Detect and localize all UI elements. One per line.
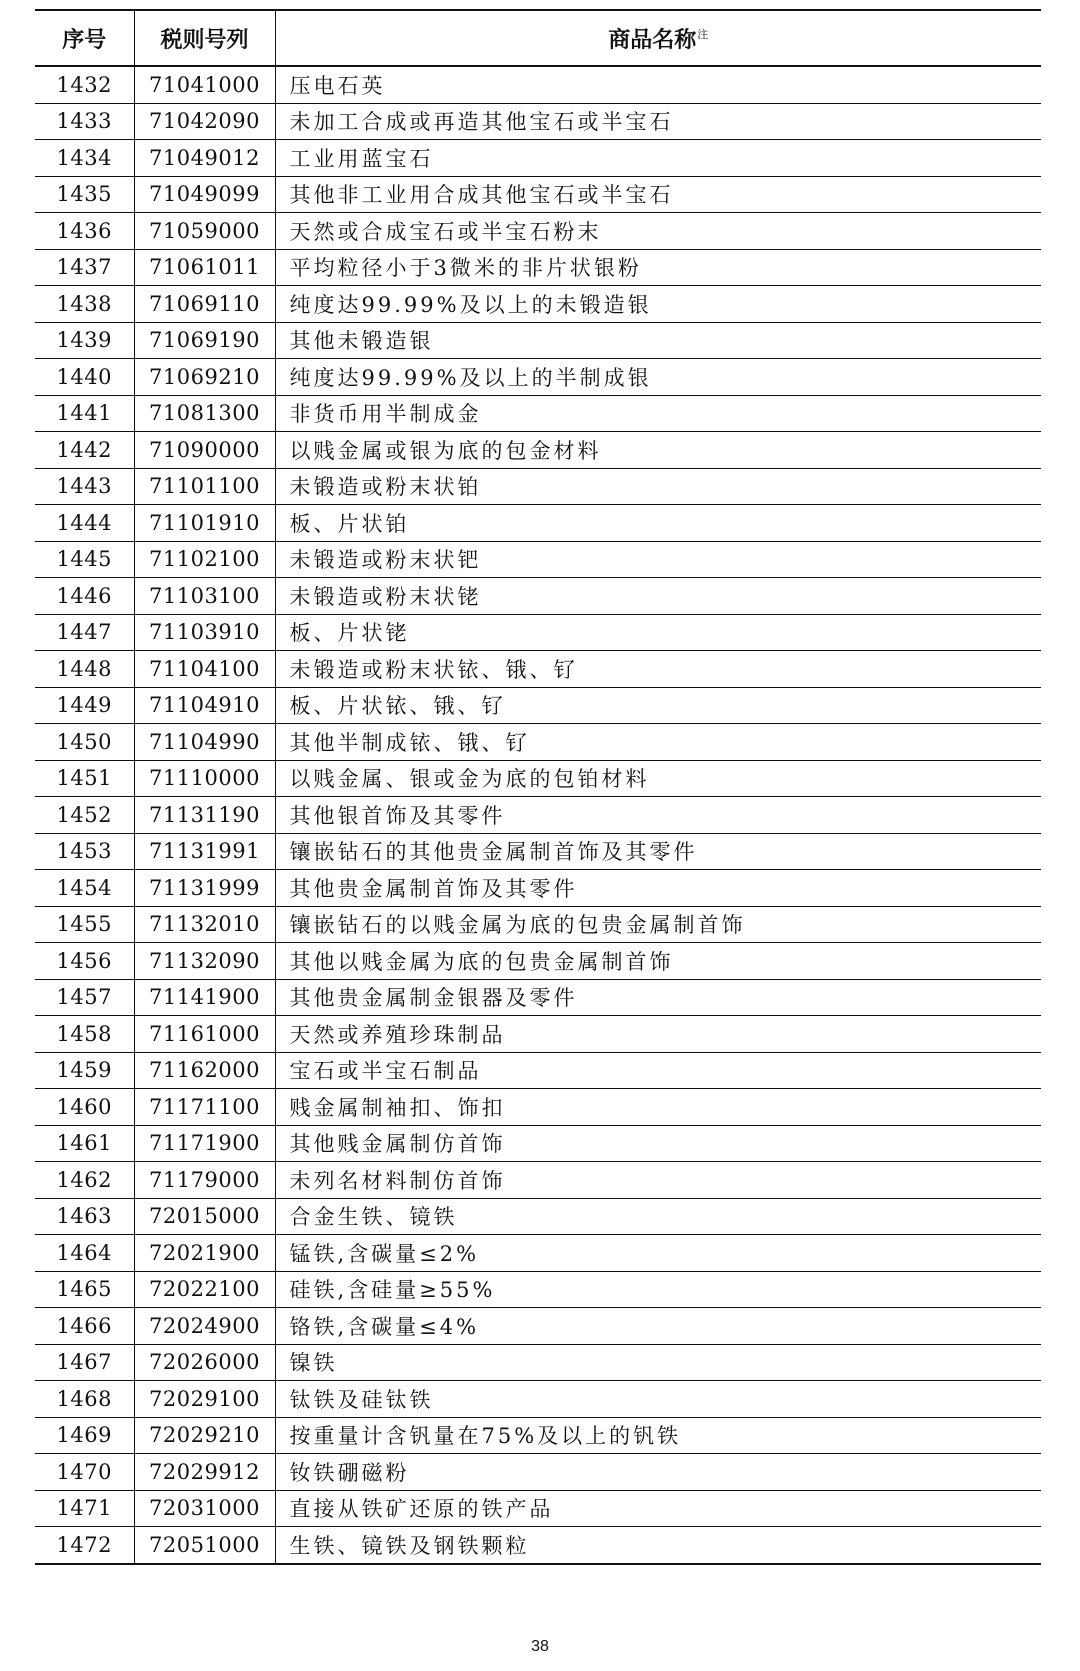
row-name-cell: 锰铁,含碳量≤2% — [275, 1235, 1041, 1272]
table-row — [35, 724, 1041, 761]
row-seq-cell: 1459 — [35, 1052, 134, 1089]
row-code-cell: 71049099 — [134, 176, 275, 213]
row-code-cell: 71131999 — [134, 870, 275, 907]
row-name-cell: 天然或合成宝石或半宝石粉末 — [275, 213, 1041, 250]
row-code-cell: 72024900 — [134, 1308, 275, 1345]
row-code-cell: 71102100 — [134, 541, 275, 578]
row-seq-cell: 1463 — [35, 1198, 134, 1235]
row-code-cell: 72031000 — [134, 1490, 275, 1527]
table-row — [35, 1271, 1041, 1308]
row-seq-cell: 1446 — [35, 578, 134, 615]
row-code-cell: 71141900 — [134, 979, 275, 1016]
row-name-cell: 未锻造或粉末状铱、锇、钌 — [275, 651, 1041, 688]
row-code-cell: 71069110 — [134, 286, 275, 323]
row-name-cell: 纯度达99.99%及以上的半制成银 — [275, 359, 1041, 396]
row-name-cell: 板、片状铱、锇、钌 — [275, 687, 1041, 724]
row-name-cell: 板、片状铑 — [275, 614, 1041, 651]
row-seq-cell: 1472 — [35, 1527, 134, 1564]
row-seq-cell: 1468 — [35, 1381, 134, 1418]
table-row — [35, 213, 1041, 250]
row-name-cell: 镍铁 — [275, 1344, 1041, 1381]
table-row — [35, 797, 1041, 834]
row-code-cell: 71042090 — [134, 103, 275, 140]
row-name-cell: 其他未锻造银 — [275, 322, 1041, 359]
table-row — [35, 651, 1041, 688]
row-code-cell: 71132010 — [134, 906, 275, 943]
row-seq-cell: 1442 — [35, 432, 134, 469]
row-name-cell: 其他贱金属制仿首饰 — [275, 1125, 1041, 1162]
row-code-cell: 71131190 — [134, 797, 275, 834]
row-code-cell: 71110000 — [134, 760, 275, 797]
row-code-cell: 71179000 — [134, 1162, 275, 1199]
row-seq-cell: 1470 — [35, 1454, 134, 1491]
table-row — [35, 1344, 1041, 1381]
row-seq-cell: 1451 — [35, 760, 134, 797]
row-seq-cell: 1466 — [35, 1308, 134, 1345]
row-seq-cell: 1447 — [35, 614, 134, 651]
row-seq-cell: 1454 — [35, 870, 134, 907]
row-name-cell: 以贱金属或银为底的包金材料 — [275, 432, 1041, 469]
header-seq: 序号 — [35, 10, 134, 66]
table-row — [35, 66, 1041, 103]
row-code-cell: 71049012 — [134, 140, 275, 177]
row-code-cell: 71131991 — [134, 833, 275, 870]
row-name-cell: 其他非工业用合成其他宝石或半宝石 — [275, 176, 1041, 213]
row-seq-cell: 1455 — [35, 906, 134, 943]
row-name-cell: 未锻造或粉末状铂 — [275, 468, 1041, 505]
row-seq-cell: 1449 — [35, 687, 134, 724]
header-name-note: 注 — [697, 28, 709, 42]
row-seq-cell: 1448 — [35, 651, 134, 688]
row-name-cell: 未锻造或粉末状铑 — [275, 578, 1041, 615]
row-seq-cell: 1467 — [35, 1344, 134, 1381]
row-seq-cell: 1444 — [35, 505, 134, 542]
row-code-cell: 71171100 — [134, 1089, 275, 1126]
table-row — [35, 505, 1041, 542]
row-code-cell: 71132090 — [134, 943, 275, 980]
table-row — [35, 322, 1041, 359]
row-code-cell: 71101100 — [134, 468, 275, 505]
row-name-cell: 生铁、镜铁及钢铁颗粒 — [275, 1527, 1041, 1564]
table-header-row — [35, 10, 1041, 66]
row-seq-cell: 1445 — [35, 541, 134, 578]
row-code-cell: 72026000 — [134, 1344, 275, 1381]
row-code-cell: 71104910 — [134, 687, 275, 724]
table-row — [35, 1381, 1041, 1418]
table-row — [35, 614, 1041, 651]
row-seq-cell: 1441 — [35, 395, 134, 432]
table-row — [35, 943, 1041, 980]
row-seq-cell: 1434 — [35, 140, 134, 177]
row-name-cell: 压电石英 — [275, 66, 1041, 103]
row-code-cell: 71161000 — [134, 1016, 275, 1053]
row-seq-cell: 1469 — [35, 1417, 134, 1454]
row-seq-cell: 1440 — [35, 359, 134, 396]
row-code-cell: 71103100 — [134, 578, 275, 615]
row-code-cell: 71059000 — [134, 213, 275, 250]
table-row — [35, 1308, 1041, 1345]
row-name-cell: 其他贵金属制金银器及零件 — [275, 979, 1041, 1016]
row-code-cell: 71101910 — [134, 505, 275, 542]
row-name-cell: 未锻造或粉末状钯 — [275, 541, 1041, 578]
table-row — [35, 249, 1041, 286]
row-seq-cell: 1433 — [35, 103, 134, 140]
table-row — [35, 760, 1041, 797]
table-row — [35, 1162, 1041, 1199]
page-number: 38 — [531, 1638, 549, 1655]
row-code-cell: 71061011 — [134, 249, 275, 286]
table-row — [35, 906, 1041, 943]
table-row — [35, 870, 1041, 907]
table-row — [35, 1490, 1041, 1527]
row-name-cell: 其他贵金属制首饰及其零件 — [275, 870, 1041, 907]
row-code-cell: 72022100 — [134, 1271, 275, 1308]
row-code-cell: 71090000 — [134, 432, 275, 469]
row-seq-cell: 1461 — [35, 1125, 134, 1162]
table-row — [35, 432, 1041, 469]
table-row — [35, 103, 1041, 140]
header-code: 税则号列 — [134, 10, 275, 66]
row-seq-cell: 1436 — [35, 213, 134, 250]
row-name-cell: 纯度达99.99%及以上的未锻造银 — [275, 286, 1041, 323]
table-row — [35, 1454, 1041, 1491]
table-row — [35, 1527, 1041, 1564]
row-seq-cell: 1471 — [35, 1490, 134, 1527]
table-row — [35, 1052, 1041, 1089]
row-code-cell: 72021900 — [134, 1235, 275, 1272]
row-code-cell: 71069190 — [134, 322, 275, 359]
row-code-cell: 71041000 — [134, 66, 275, 103]
row-code-cell: 72029210 — [134, 1417, 275, 1454]
row-name-cell: 其他半制成铱、锇、钌 — [275, 724, 1041, 761]
row-code-cell: 71081300 — [134, 395, 275, 432]
row-name-cell: 板、片状铂 — [275, 505, 1041, 542]
row-name-cell: 宝石或半宝石制品 — [275, 1052, 1041, 1089]
row-seq-cell: 1457 — [35, 979, 134, 1016]
row-name-cell: 镶嵌钻石的以贱金属为底的包贵金属制首饰 — [275, 906, 1041, 943]
row-name-cell: 其他以贱金属为底的包贵金属制首饰 — [275, 943, 1041, 980]
row-code-cell: 71103910 — [134, 614, 275, 651]
row-name-cell: 未加工合成或再造其他宝石或半宝石 — [275, 103, 1041, 140]
row-name-cell: 钛铁及硅钛铁 — [275, 1381, 1041, 1418]
row-seq-cell: 1432 — [35, 66, 134, 103]
row-code-cell: 71104990 — [134, 724, 275, 761]
table-row — [35, 468, 1041, 505]
row-seq-cell: 1458 — [35, 1016, 134, 1053]
row-name-cell: 非货币用半制成金 — [275, 395, 1041, 432]
table-row — [35, 833, 1041, 870]
table-row — [35, 1417, 1041, 1454]
table-row — [35, 1235, 1041, 1272]
row-seq-cell: 1456 — [35, 943, 134, 980]
row-code-cell: 71104100 — [134, 651, 275, 688]
row-seq-cell: 1435 — [35, 176, 134, 213]
table-row — [35, 1016, 1041, 1053]
table-row — [35, 979, 1041, 1016]
table-row — [35, 395, 1041, 432]
row-name-cell: 直接从铁矿还原的铁产品 — [275, 1490, 1041, 1527]
row-name-cell: 工业用蓝宝石 — [275, 140, 1041, 177]
row-name-cell: 合金生铁、镜铁 — [275, 1198, 1041, 1235]
row-seq-cell: 1460 — [35, 1089, 134, 1126]
table-row — [35, 176, 1041, 213]
row-seq-cell: 1464 — [35, 1235, 134, 1272]
row-seq-cell: 1439 — [35, 322, 134, 359]
row-seq-cell: 1465 — [35, 1271, 134, 1308]
row-seq-cell: 1438 — [35, 286, 134, 323]
row-code-cell: 71069210 — [134, 359, 275, 396]
row-name-cell: 按重量计含钒量在75%及以上的钒铁 — [275, 1417, 1041, 1454]
row-code-cell: 72029912 — [134, 1454, 275, 1491]
row-name-cell: 贱金属制袖扣、饰扣 — [275, 1089, 1041, 1126]
row-seq-cell: 1450 — [35, 724, 134, 761]
row-code-cell: 72029100 — [134, 1381, 275, 1418]
table-row — [35, 140, 1041, 177]
row-code-cell: 71171900 — [134, 1125, 275, 1162]
row-name-cell: 未列名材料制仿首饰 — [275, 1162, 1041, 1199]
row-name-cell: 钕铁硼磁粉 — [275, 1454, 1041, 1491]
row-name-cell: 天然或养殖珍珠制品 — [275, 1016, 1041, 1053]
header-name — [275, 10, 1041, 66]
row-name-cell: 其他银首饰及其零件 — [275, 797, 1041, 834]
row-seq-cell: 1437 — [35, 249, 134, 286]
table-row — [35, 1198, 1041, 1235]
table-row — [35, 687, 1041, 724]
row-code-cell: 72015000 — [134, 1198, 275, 1235]
table-row — [35, 359, 1041, 396]
row-code-cell: 72051000 — [134, 1527, 275, 1564]
row-name-cell: 硅铁,含硅量≥55% — [275, 1271, 1041, 1308]
commodity-table — [35, 9, 1041, 1565]
table-row — [35, 1089, 1041, 1126]
row-name-cell: 以贱金属、银或金为底的包铂材料 — [275, 760, 1041, 797]
row-name-cell: 铬铁,含碳量≤4% — [275, 1308, 1041, 1345]
table-row — [35, 578, 1041, 615]
row-name-cell: 镶嵌钻石的其他贵金属制首饰及其零件 — [275, 833, 1041, 870]
row-code-cell: 71162000 — [134, 1052, 275, 1089]
row-seq-cell: 1453 — [35, 833, 134, 870]
row-seq-cell: 1462 — [35, 1162, 134, 1199]
table-row — [35, 1125, 1041, 1162]
table-row — [35, 286, 1041, 323]
table-row — [35, 541, 1041, 578]
row-seq-cell: 1443 — [35, 468, 134, 505]
header-name-label: 商品名称 — [608, 27, 697, 53]
table-body — [35, 66, 1041, 1564]
row-name-cell: 平均粒径小于3微米的非片状银粉 — [275, 249, 1041, 286]
row-seq-cell: 1452 — [35, 797, 134, 834]
